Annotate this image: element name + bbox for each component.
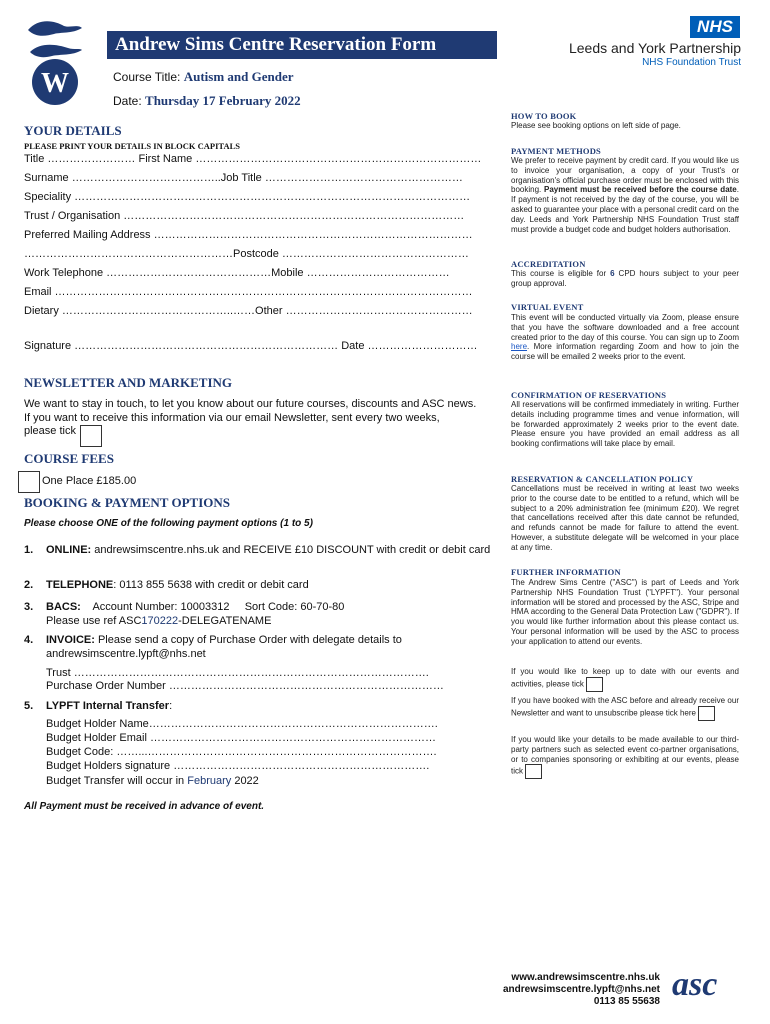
course-title-line	[113, 69, 294, 85]
option-label: TELEPHONE	[46, 579, 114, 591]
budget-holder-name-field[interactable]: Budget Holder Name…………………………………………………………………….	[46, 718, 438, 730]
footer-contact	[470, 972, 660, 1008]
newsletter-line-3: please tick	[24, 425, 76, 437]
payment-methods-heading: PAYMENT METHODS	[511, 146, 601, 156]
budget-code-field[interactable]: Budget Code: ……...…………………………………………………………………….	[46, 746, 437, 758]
zoom-signup-link[interactable]: here	[511, 342, 528, 352]
payment-methods-part-2: . If payment is not received by the day of the course, you will be asked to guarantee your place with a personal credit card on the day. Leeds and York Partnership NHS Foundation Trust staff must provide a budget code and budget holders authorisation.	[511, 185, 739, 234]
title-firstname-field[interactable]: Title …………………… First Name ……………………………………………………………………	[24, 153, 482, 165]
option-colon: :	[169, 700, 173, 712]
third-party-label: If you would like your details to be made available to our third-party partners such as selected event co-partner organisations, or to companies sponsoring or exhibiting at our events, please tick	[511, 735, 739, 776]
signature-date-field[interactable]: Signature ……………………………………………………………… Date …………………………	[24, 340, 478, 352]
telephone-mobile-field[interactable]: Work Telephone ………………………………………Mobile …………………………………	[24, 267, 450, 279]
advance-payment-note: All Payment must be received in advance of event.	[24, 801, 265, 812]
option-text: : 0113 855 5638 with credit or debit card	[113, 579, 309, 591]
newsletter-heading: NEWSLETTER AND MARKETING	[24, 375, 233, 390]
cancellation-text: Cancellations must be received in writing at least two weeks prior to the course date to be entitled to a refund, which will be subject to a 20% administration fee (minimum £20). We regret that cancellations received after this date cannot be refunded, and refunds cannot be made for failure to attend the event. However, a substitute delegate will be welcomed in your place at any time.	[511, 484, 739, 552]
wellbeing-logo-icon	[24, 16, 86, 110]
budget-transfer-line	[46, 775, 259, 787]
nhs-logo: NHS	[690, 16, 740, 38]
course-fees-heading: COURSE FEES	[24, 451, 114, 466]
date-value: Thursday 17 February 2022	[145, 93, 301, 108]
email-field[interactable]: Email ……………………………………………………………………………………………………	[24, 286, 473, 298]
bacs-ref-suffix: -DELEGATENAME	[178, 615, 272, 627]
budget-holder-email-field[interactable]: Budget Holder Email ……………………………………………………………………	[46, 732, 436, 744]
option-label: LYPFT Internal Transfer	[46, 700, 170, 712]
transfer-year: 2022	[231, 775, 259, 787]
virtual-event-text	[511, 313, 739, 362]
footer-website: www.andrewsimscentre.nhs.uk	[511, 972, 660, 983]
transfer-prefix: Budget Transfer will occur in	[46, 775, 188, 787]
newsletter-line-2: If you want to receive this information via our email Newsletter, sent every two weeks,	[24, 411, 440, 424]
accreditation-part-2: CPD hours subject to your peer group approval.	[511, 269, 739, 288]
one-place-fee: One Place £185.00	[42, 475, 137, 487]
surname-jobtitle-field[interactable]: Surname …………………………………..Job Title ………………………………………………	[24, 172, 463, 184]
cpd-hours: 6	[610, 269, 615, 278]
newsletter-checkbox[interactable]	[80, 425, 102, 447]
date-label: Date:	[113, 94, 142, 108]
option-text: Account Number: 10003312 Sort Code: 60-70-80	[80, 601, 345, 613]
course-title-value: Autism and Gender	[183, 69, 294, 84]
payment-option-telephone	[24, 578, 504, 592]
option-number: 2.	[24, 579, 34, 591]
option-number: 5.	[24, 700, 34, 712]
newsletter-line-1: We want to stay in touch, to let you know about our future courses, discounts and ASC news.	[24, 398, 477, 410]
logo-letter: W	[41, 68, 69, 99]
keep-up-to-date-checkbox[interactable]	[586, 677, 603, 692]
option-label: BACS:	[46, 601, 81, 613]
accreditation-text	[511, 269, 739, 289]
asc-logo-text: asc	[672, 966, 718, 1003]
confirmation-text: All reservations will be confirmed immediately in writing. Further details including programme times and venue information, will be forwarded approximately 2 weeks prior to the event date. Please ensure you have provided an email address as all booking confirmations will take place by email.	[511, 400, 739, 449]
confirmation-heading: CONFIRMATION OF RESERVATIONS	[511, 390, 667, 400]
option-label: INVOICE:	[46, 634, 95, 646]
org-subtitle: NHS Foundation Trust	[642, 57, 741, 68]
payment-option-invoice	[24, 633, 504, 661]
form-title: Andrew Sims Centre Reservation Form	[107, 31, 497, 59]
payment-methods-part-1: We prefer to receive payment by credit card. If you would like us to invoice your organisation, a copy of your Trust's or organisation's official purchase order must be enclosed with this booking.	[511, 156, 739, 195]
unsubscribe-checkbox[interactable]	[698, 706, 715, 721]
third-party-checkbox[interactable]	[525, 764, 542, 779]
keep-up-to-date-label: If you would like to keep up to date with our events and activities, please tick	[511, 667, 739, 689]
option-number: 3.	[24, 601, 34, 613]
budget-holder-signature-field[interactable]: Budget Holders signature …………………………………………………………….	[46, 760, 430, 772]
bacs-ref-code: 170222	[141, 615, 179, 627]
asc-logo	[672, 966, 717, 1004]
mailing-address-field[interactable]: Preferred Mailing Address ……………………………………………………………………………	[24, 229, 473, 241]
date-line	[113, 93, 301, 109]
bacs-ref-prefix: Please use ref ASC	[46, 615, 142, 627]
option-text: Please send a copy of Purchase Order with delegate details to andrewsimscentre.lypft@nhs.net	[46, 634, 402, 660]
footer-email: andrewsimscentre.lypft@nhs.net	[502, 984, 660, 995]
payment-option-online	[24, 543, 504, 557]
further-information-text: The Andrew Sims Centre ("ASC") is part of Leeds and York Partnership NHS Foundation Trust ("LYPFT"). Your personal information will be stored and processed by the ASC, Stripe and HMA according to the General Data Protection Law ("GDPR"). If you would like further information about this please contact us. Your personal information will be used by the ASC to process your application to attend our events.	[511, 578, 739, 646]
dietary-other-field[interactable]: Dietary ………………………………………..……Other ……………………………………………	[24, 305, 473, 317]
cancellation-heading: RESERVATION & CANCELLATION POLICY	[511, 474, 694, 484]
keep-up-to-date-text	[511, 667, 739, 692]
unsubscribe-text	[511, 696, 739, 721]
course-title-label: Course Title:	[113, 70, 181, 84]
unsubscribe-label: If you have booked with the ASC before and already receive our Newsletter and want to unsubscribe please tick here	[511, 696, 739, 718]
footer-phone: 0113 85 55638	[593, 996, 660, 1007]
trust-organisation-field[interactable]: Trust / Organisation …………………………………………………………………………………	[24, 210, 465, 222]
postcode-field[interactable]: …………………………………………………Postcode ……………………………………………	[24, 248, 469, 260]
org-name: Leeds and York Partnership	[568, 40, 741, 56]
accreditation-part-1: This course is eligible for	[511, 269, 611, 278]
payment-methods-bold: Payment must be received before the course date	[544, 185, 737, 195]
virtual-event-heading: VIRTUAL EVENT	[511, 302, 584, 312]
payment-methods-text	[511, 156, 739, 234]
booking-payment-heading: BOOKING & PAYMENT OPTIONS	[24, 495, 230, 510]
transfer-month: February	[187, 775, 232, 787]
payment-option-internal-transfer	[24, 699, 504, 713]
option-number: 4.	[24, 634, 34, 646]
third-party-text	[511, 735, 739, 779]
option-label: ONLINE:	[46, 544, 92, 556]
your-details-heading: YOUR DETAILS	[24, 123, 122, 138]
speciality-field[interactable]: Speciality ………………………………………………………………………………………………	[24, 191, 471, 203]
how-to-book-heading: HOW TO BOOK	[511, 111, 577, 121]
choose-one-instruction: Please choose ONE of the following payment options (1 to 5)	[24, 518, 313, 529]
how-to-book-text: Please see booking options on left side of page.	[511, 121, 681, 130]
purchase-order-field[interactable]: Purchase Order Number …………………………………………………………………	[46, 680, 444, 692]
virtual-event-part-1: This event will be conducted virtually via Zoom, please ensure that you have the software downloaded and a free account created prior to the day of this course. You can sign up to Zoom	[511, 313, 739, 342]
virtual-event-part-2: . More information regarding Zoom and how to join the course will be emailed 2 weeks prior to the event.	[511, 342, 739, 362]
option-text: andrewsimscentre.nhs.uk and RECEIVE £10 DISCOUNT with credit or debit card	[91, 544, 491, 556]
option-number: 1.	[24, 544, 34, 556]
payment-option-bacs	[24, 600, 504, 628]
invoice-trust-field[interactable]: Trust …………………………………………………………………………………….	[46, 667, 429, 679]
one-place-checkbox[interactable]	[18, 471, 40, 493]
accreditation-heading: ACCREDITATION	[511, 259, 586, 269]
block-capitals-instruction: PLEASE PRINT YOUR DETAILS IN BLOCK CAPITALS	[24, 141, 241, 151]
further-information-heading: FURTHER INFORMATION	[511, 567, 621, 577]
